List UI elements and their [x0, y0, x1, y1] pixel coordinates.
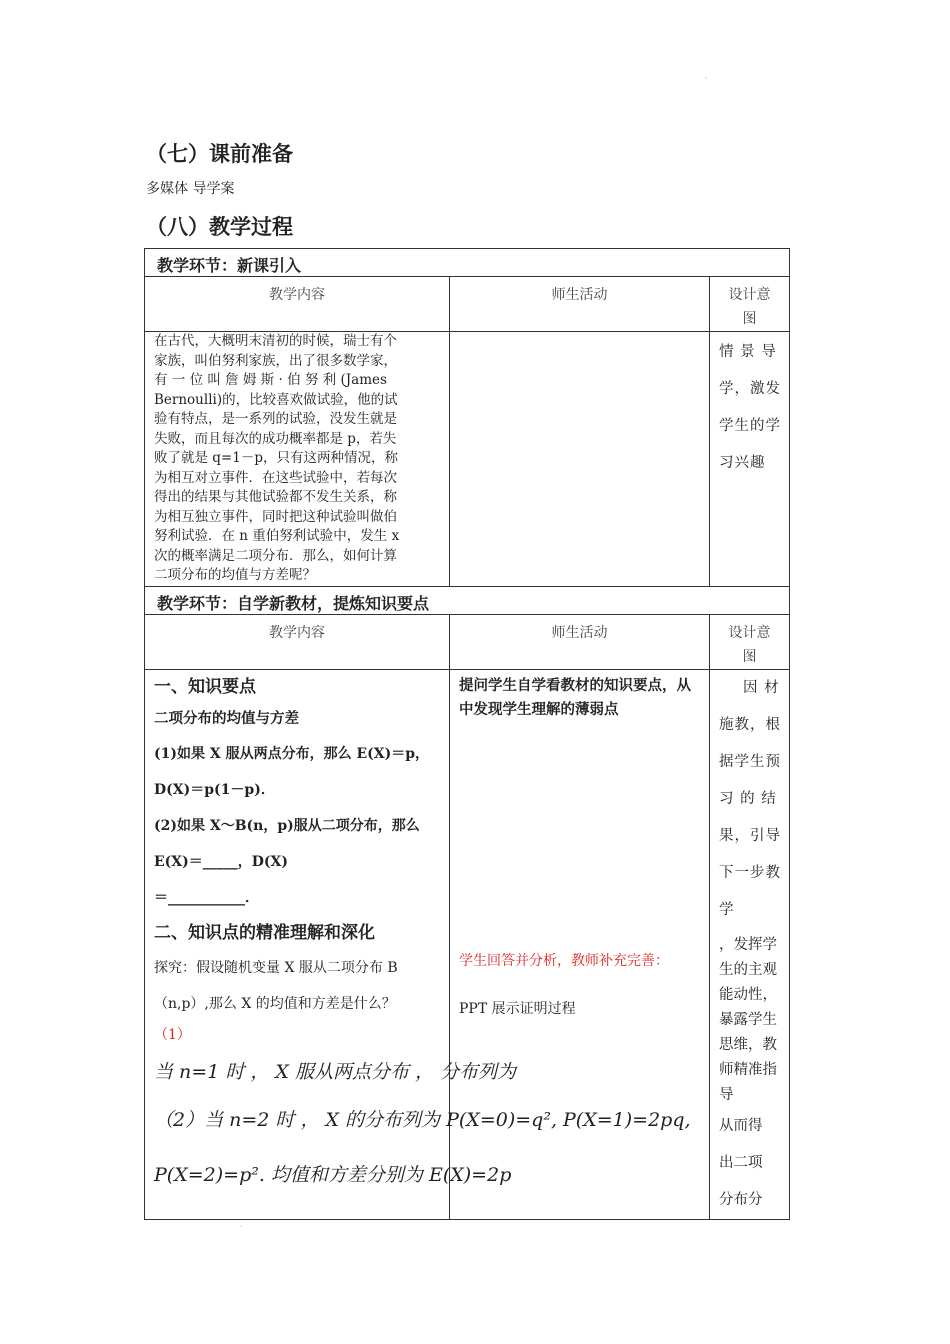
- page-mark-dot: ·: [240, 1222, 243, 1231]
- header-content: 教学内容: [145, 615, 450, 670]
- formula-line: ＝___________．: [154, 890, 259, 906]
- section-7-content: 多媒体 导学案: [146, 181, 235, 197]
- header-content: 教学内容: [145, 277, 450, 332]
- step-label: （1）: [154, 1027, 191, 1043]
- page-mark-dot: ·: [705, 74, 708, 83]
- stage-2-activity: [450, 670, 710, 1220]
- stage-2-intent: 因 材 施教，根 据学生预 习 的 结 果，引导 下一步教 学 ，发挥学 生的主观 能动性， 暴露学生 思维，教 师精准指 导 从而得 出二项 分布分: [710, 670, 790, 1220]
- formula-line: E(X)＝_____，D(X): [154, 854, 289, 870]
- header-activity: 师生活动: [450, 277, 710, 332]
- stage-1-content: 在古代，大概明末清初的时候，瑞士有个 家族，叫伯努利家族，出了很多数学家， 有 一 位 叫 詹 姆 斯 · 伯 努 利 (James Bernoulli)的，比较喜欢做试验，他的试 验有特点，是一系列的试验，没发生就是 失败，而且每次的成功概率都是 p，若失 败了就是 q=1－p，只有这两种情况，称 为相互对立事件．在这些试验中，若每次 得出的结果与其他试验都不发生关系，称 为相互独立事件，同时把这种试验叫做伯 努利试验．在 n 重伯努利试验中，发生 x 次的概率满足二项分布．那么，如何计算 二项分布的均值与方差呢？: [145, 332, 450, 587]
- section-7-title: （七）课前准备: [146, 142, 293, 166]
- stage-2-title: 教学环节：自学新教材，提炼知识要点: [145, 587, 790, 615]
- stage-1-intent: 情 景 导 学，激发 学生的学 习兴趣: [710, 332, 790, 587]
- math-line: P(X=2)=p². 均值和方差分别为 E(X)=2p: [154, 1164, 512, 1186]
- header-activity: 师生活动: [450, 615, 710, 670]
- knowledge-points-subheading: 二项分布的均值与方差: [154, 711, 299, 727]
- section-8-title: （八）教学过程: [146, 215, 293, 239]
- explore-text: （n,p）,那么 X 的均值和方差是什么？: [154, 996, 396, 1012]
- formula-line: (1)如果 X 服从两点分布，那么 E(X)＝p，: [154, 746, 430, 762]
- stage-1-title: 教学环节：新课引入: [145, 249, 790, 277]
- formula-line: D(X)＝p(1－p)．: [154, 782, 275, 798]
- stage-1-activity: [450, 332, 710, 587]
- header-intent: 设计意 图: [710, 615, 790, 670]
- teaching-process-table: [144, 248, 790, 1220]
- header-intent: 设计意 图: [710, 277, 790, 332]
- activity-question: 提问学生自学看教材的知识要点，从中发现学生理解的薄弱点: [459, 678, 691, 718]
- formula-line: (2)如果 X～B(n，p)服从二项分布，那么: [154, 818, 420, 834]
- math-line: 当 n=1 时 ， X 服从两点分布 ， 分布列为: [154, 1061, 517, 1083]
- activity-ppt: PPT 展示证明过程: [459, 1001, 576, 1017]
- math-line: （2）当 n=2 时 ， X 的分布列为 P(X=0)=q², P(X=1)=2pq,: [154, 1109, 691, 1131]
- deepening-heading: 二、知识点的精准理解和深化: [154, 923, 375, 943]
- activity-answer: 学生回答并分析，教师补充完善：: [459, 953, 669, 969]
- knowledge-points-heading: 一、知识要点: [154, 677, 256, 697]
- explore-text: 探究：假设随机变量 X 服从二项分布 B: [154, 960, 398, 976]
